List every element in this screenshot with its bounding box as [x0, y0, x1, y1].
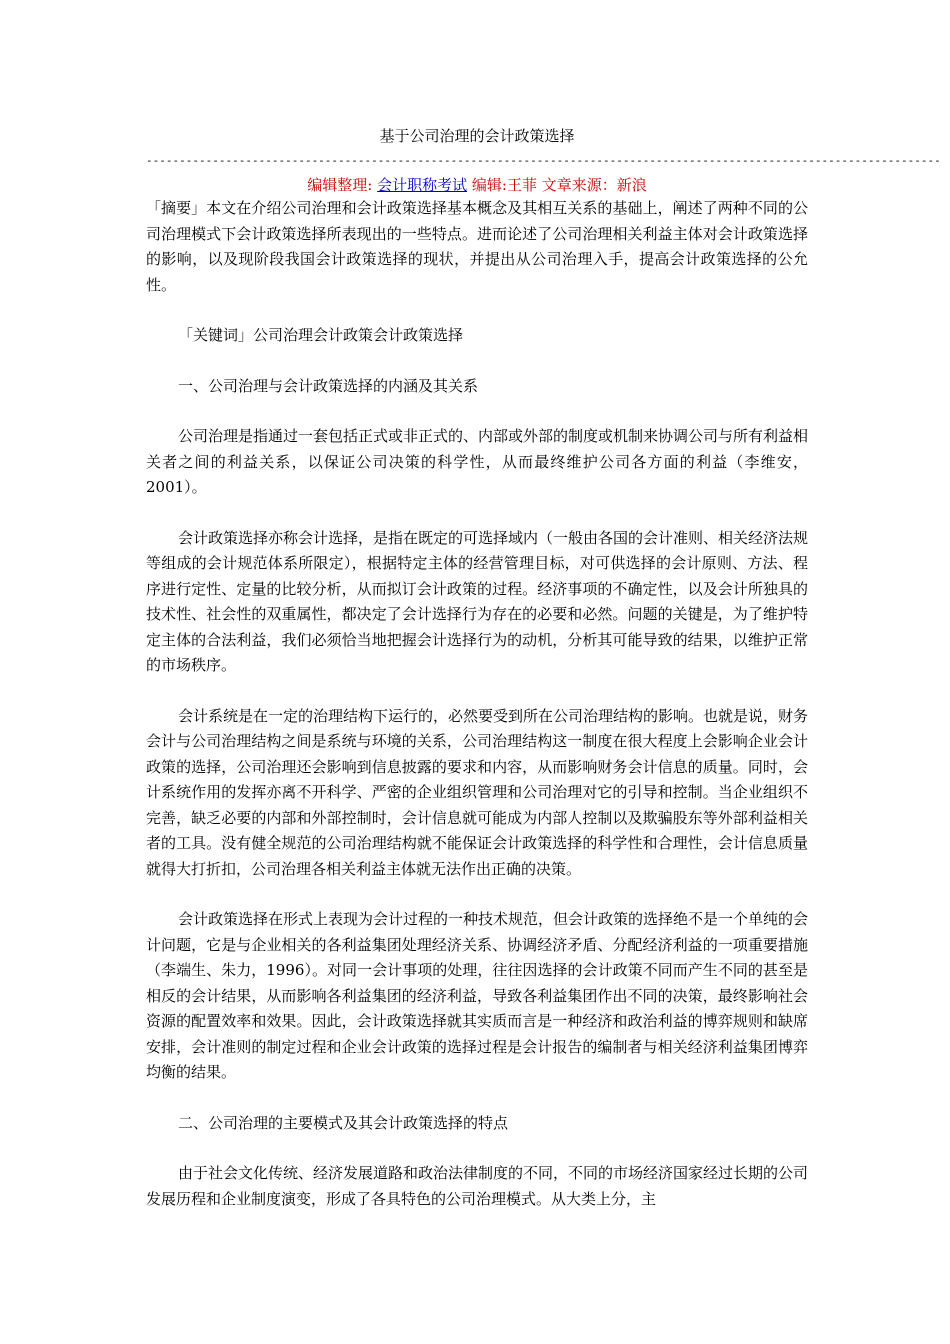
body-paragraph: 会计政策选择在形式上表现为会计过程的一种技术规范，但会计政策的选择绝不是一个单纯的会计问题，它是与企业相关的各利益集团处理经济关系、协调经济矛盾、分配经济利益的一项重要措施（李端生、朱力，1996）。对同一会计事项的处理，往往因选择的会计政策不同而产生不同的甚至是相反的会计结果，从而影响各利益集团的经济利益，导致各利益集团作出不同的决策，最终影响社会资源的配置效率和效果。因此，会计政策选择就其实质而言是一种经济和政治利益的博弈规则和缺席安排，会计准则的制定过程和企业会计政策的选择过程是会计报告的编制者与相关经济利益集团博弈均衡的结果。 — [146, 910, 809, 1081]
document-title: 基于公司治理的会计政策选择 — [379, 127, 575, 145]
keywords-paragraph: 「关键词」公司治理会计政策会计政策选择 — [178, 326, 464, 344]
document-page — [146, 120, 941, 1212]
section-2-heading: 二、公司治理的主要模式及其会计政策选择的特点 — [178, 1113, 509, 1132]
editor-label: 编辑整理: — [307, 176, 373, 194]
abstract-paragraph: 「摘要」本文在介绍公司治理和会计政策选择基本概念及其相互关系的基础上，阐述了两种不同的公司治理模式下会计政策选择所表现出的一些特点。进而论述了公司治理相关利益主体对会计政策选择的影响，以及现阶段我国会计政策选择的现状，并提出从公司治理入手，提高会计政策选择的公允性。 — [146, 199, 808, 294]
source-info: 编辑:王菲 文章来源：新浪 — [471, 176, 647, 194]
section-1-heading: 一、公司治理与会计政策选择的内涵及其关系 — [178, 376, 479, 395]
body-paragraph: 由于社会文化传统、经济发展道路和政治法律制度的不同，不同的市场经济国家经过长期的公司发展历程和企业制度演变，形成了各具特色的公司治理模式。从大类上分，主 — [146, 1164, 809, 1208]
body-paragraph: 公司治理是指通过一套包括正式或非正式的、内部或外部的制度或机制来协调公司与所有利益相关者之间的利益关系，以保证公司决策的科学性，从而最终维护公司各方面的利益（李维安，2001）。 — [146, 427, 809, 496]
body-paragraph: 会计政策选择亦称会计选择，是指在既定的可选择域内（一般由各国的会计准则、相关经济法规等组成的会计规范体系所限定），根据特定主体的经营管理目标，对可供选择的会计原则、方法、程序进行定性、定量的比较分析，从而拟订会计政策的过程。经济事项的不确定性，以及会计所独具的技术性、社会性的双重属性，都决定了会计选择行为存在的必要和必然。问题的关键是，为了维护特定主体的合法利益，我们必须恰当地把握会计选择行为的动机，分析其可能导致的结果，以维护正常的市场秩序。 — [146, 528, 809, 674]
source-line — [146, 174, 808, 196]
body-paragraph: 会计系统是在一定的治理结构下运行的，必然要受到所在公司治理结构的影响。也就是说，财务会计与公司治理结构之间是系统与环境的关系，公司治理结构这一制度在很大程度上会影响企业会计政策的选择，公司治理还会影响到信息披露的要求和内容，从而影响财务会计信息的质量。同时，会计系统作用的发挥亦离不开科学、严密的企业组织管理和公司治理对它的引导和控制。当企业组织不完善，缺乏必要的内部和外部控制时，会计信息就可能成为内部人控制以及欺骗股东等外部利益相关者的工具。没有健全规范的公司治理结构就不能保证会计政策选择的科学性和合理性，会计信息质量就得大打折扣，公司治理各相关利益主体就无法作出正确的决策。 — [146, 706, 809, 878]
separator-line: ------------------------------------------------------------------------------------------------------------------------ — [146, 154, 941, 167]
exam-link[interactable]: 会计职称考试 — [377, 176, 468, 194]
